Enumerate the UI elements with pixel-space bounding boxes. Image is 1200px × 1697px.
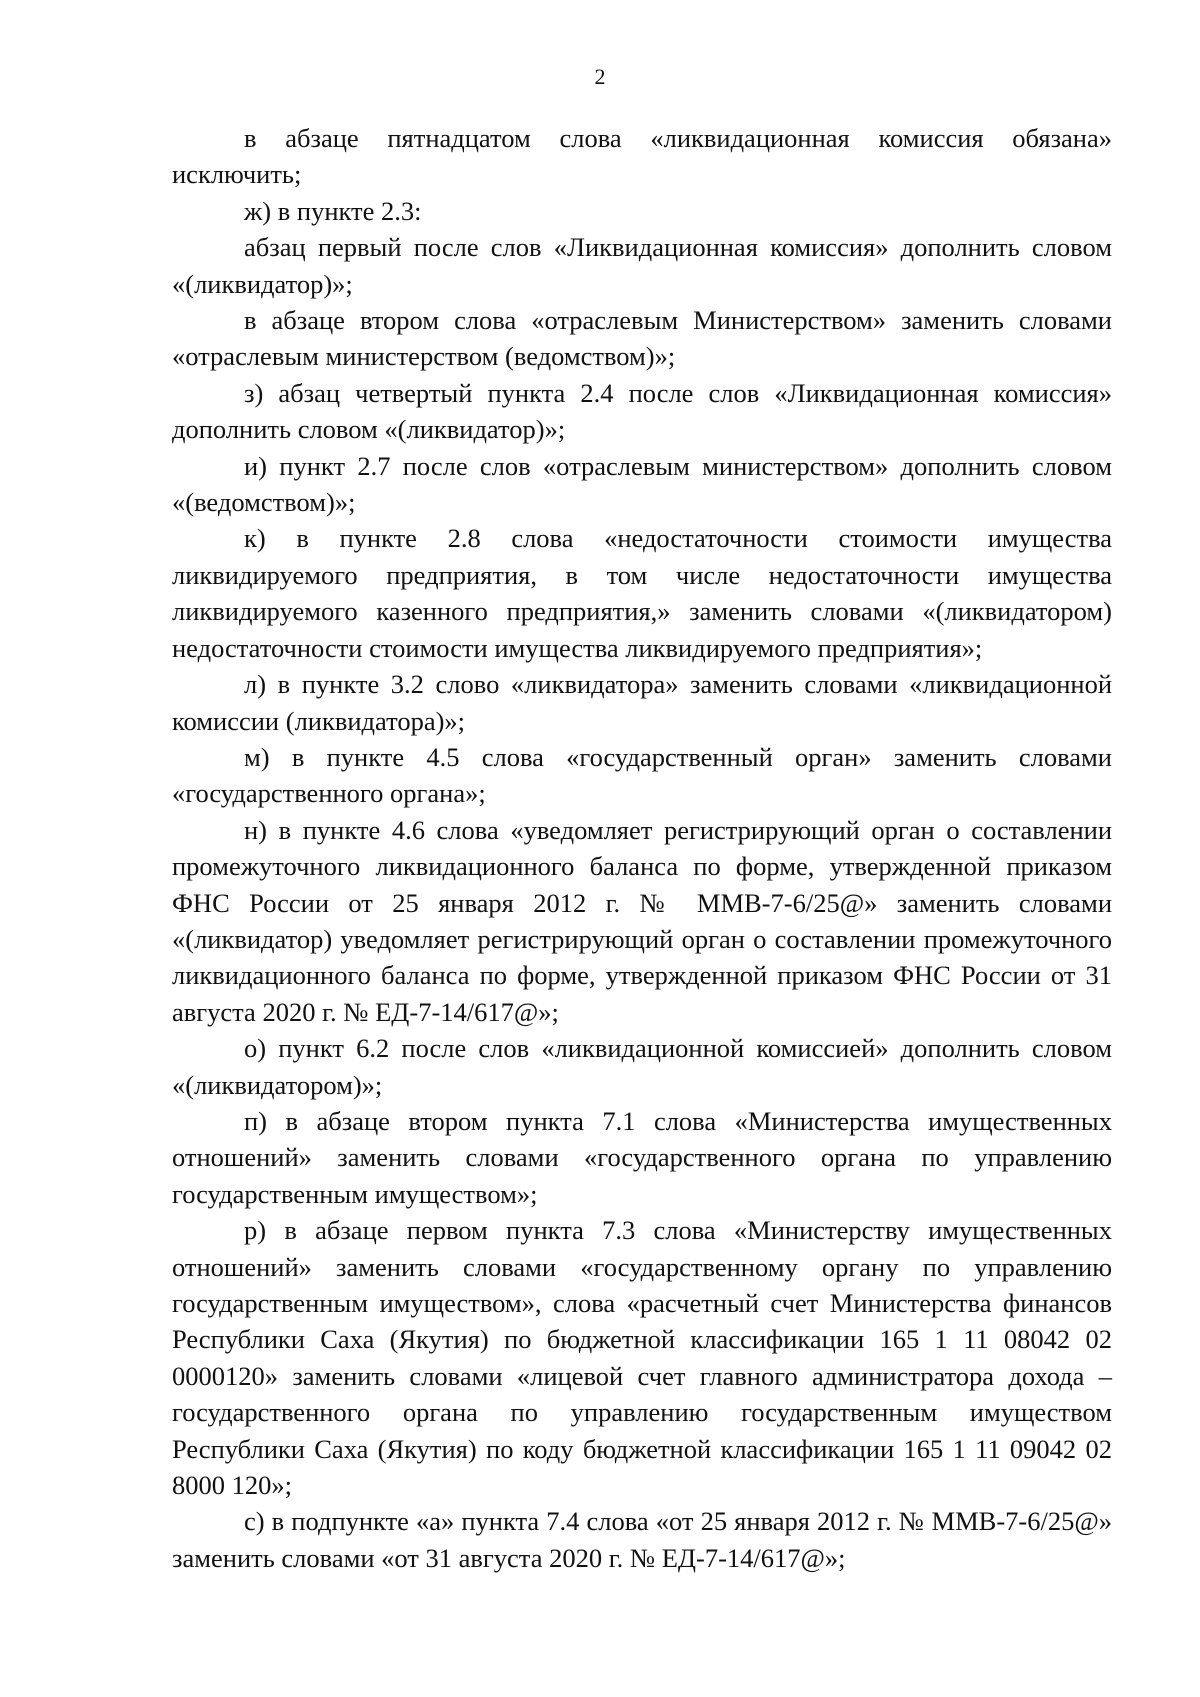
paragraph: о) пункт 6.2 после слов «ликвидационной комиссией» дополнить словом «(ликвидатором)»;: [172, 1033, 1112, 1100]
paragraph: п) в абзаце втором пункта 7.1 слова «Министерства имущественных отношений» заменить словами «государственного органа по управлению государственным имуществом»;: [172, 1105, 1112, 1209]
paragraph: м) в пункте 4.5 слова «государственный орган» заменить словами «государственного органа»;: [172, 741, 1112, 809]
paragraph: абзац первый после слов «Ликвидационная комиссия» дополнить словом «(ликвидатор)»;: [172, 232, 1112, 299]
paragraph: н) в пункте 4.6 слова «уведомляет регистрирующий орган о составлении промежуточного ликвидационного баланса по форме, утвержденной приказом ФНС России от 25 января 2012 г. № ММВ-7-6/25@» заменить словами «(ликвидатор) уведомляет регистрирующий орган о составлении промежуточного ликвидационного баланса по форме, утвержденной приказом ФНС России от 31 августа 2020 г. № ЕД-7-14/617@»;: [172, 814, 1112, 1027]
paragraph: с) в подпункте «а» пункта 7.4 слова «от 25 января 2012 г. № ММВ-7-6/25@» заменить словами «от 31 августа 2020 г. № ЕД-7-14/617@»;: [172, 1506, 1112, 1573]
paragraph: з) абзац четвертый пункта 2.4 после слов «Ликвидационная комиссия» дополнить словом «(ликвидатор)»;: [172, 377, 1112, 445]
paragraph: в абзаце втором слова «отраслевым Министерством» заменить словами «отраслевым министерством (ведомством)»;: [172, 305, 1112, 372]
paragraph: л) в пункте 3.2 слово «ликвидатора» заменить словами «ликвидационной комиссии (ликвидатора)»;: [172, 669, 1112, 736]
page-number: 2: [594, 64, 606, 89]
paragraph: к) в пункте 2.8 слова «недостаточности стоимости имущества ликвидируемого предприятия, в том числе недостаточности имущества ликвидируемого казенного предприятия,» заменить словами «(ликвидатором) недостаточности стоимости имущества ликвидируемого предприятия»;: [172, 523, 1112, 663]
paragraph: и) пункт 2.7 после слов «отраслевым министерством» дополнить словом «(ведомством)»;: [172, 450, 1112, 518]
document-body: [172, 120, 1112, 1576]
paragraph: р) в абзаце первом пункта 7.3 слова «Министерству имущественных отношений» заменить словами «государственному органу по управлению государственным имуществом», слова «расчетный счет Министерства финансов Республики Саха (Якутия) по бюджетной классификации 165 1 11 08042 02 0000120» заменить словами «лицевой счет главного администратора дохода – государственного органа по управлению государственным имуществом Республики Саха (Якутия) по коду бюджетной классификации 165 1 11 09042 02 8000 120»;: [172, 1215, 1112, 1501]
paragraph: в абзаце пятнадцатом слова «ликвидационная комиссия обязана» исключить;: [172, 123, 1112, 190]
paragraph: ж) в пункте 2.3:: [244, 195, 422, 226]
